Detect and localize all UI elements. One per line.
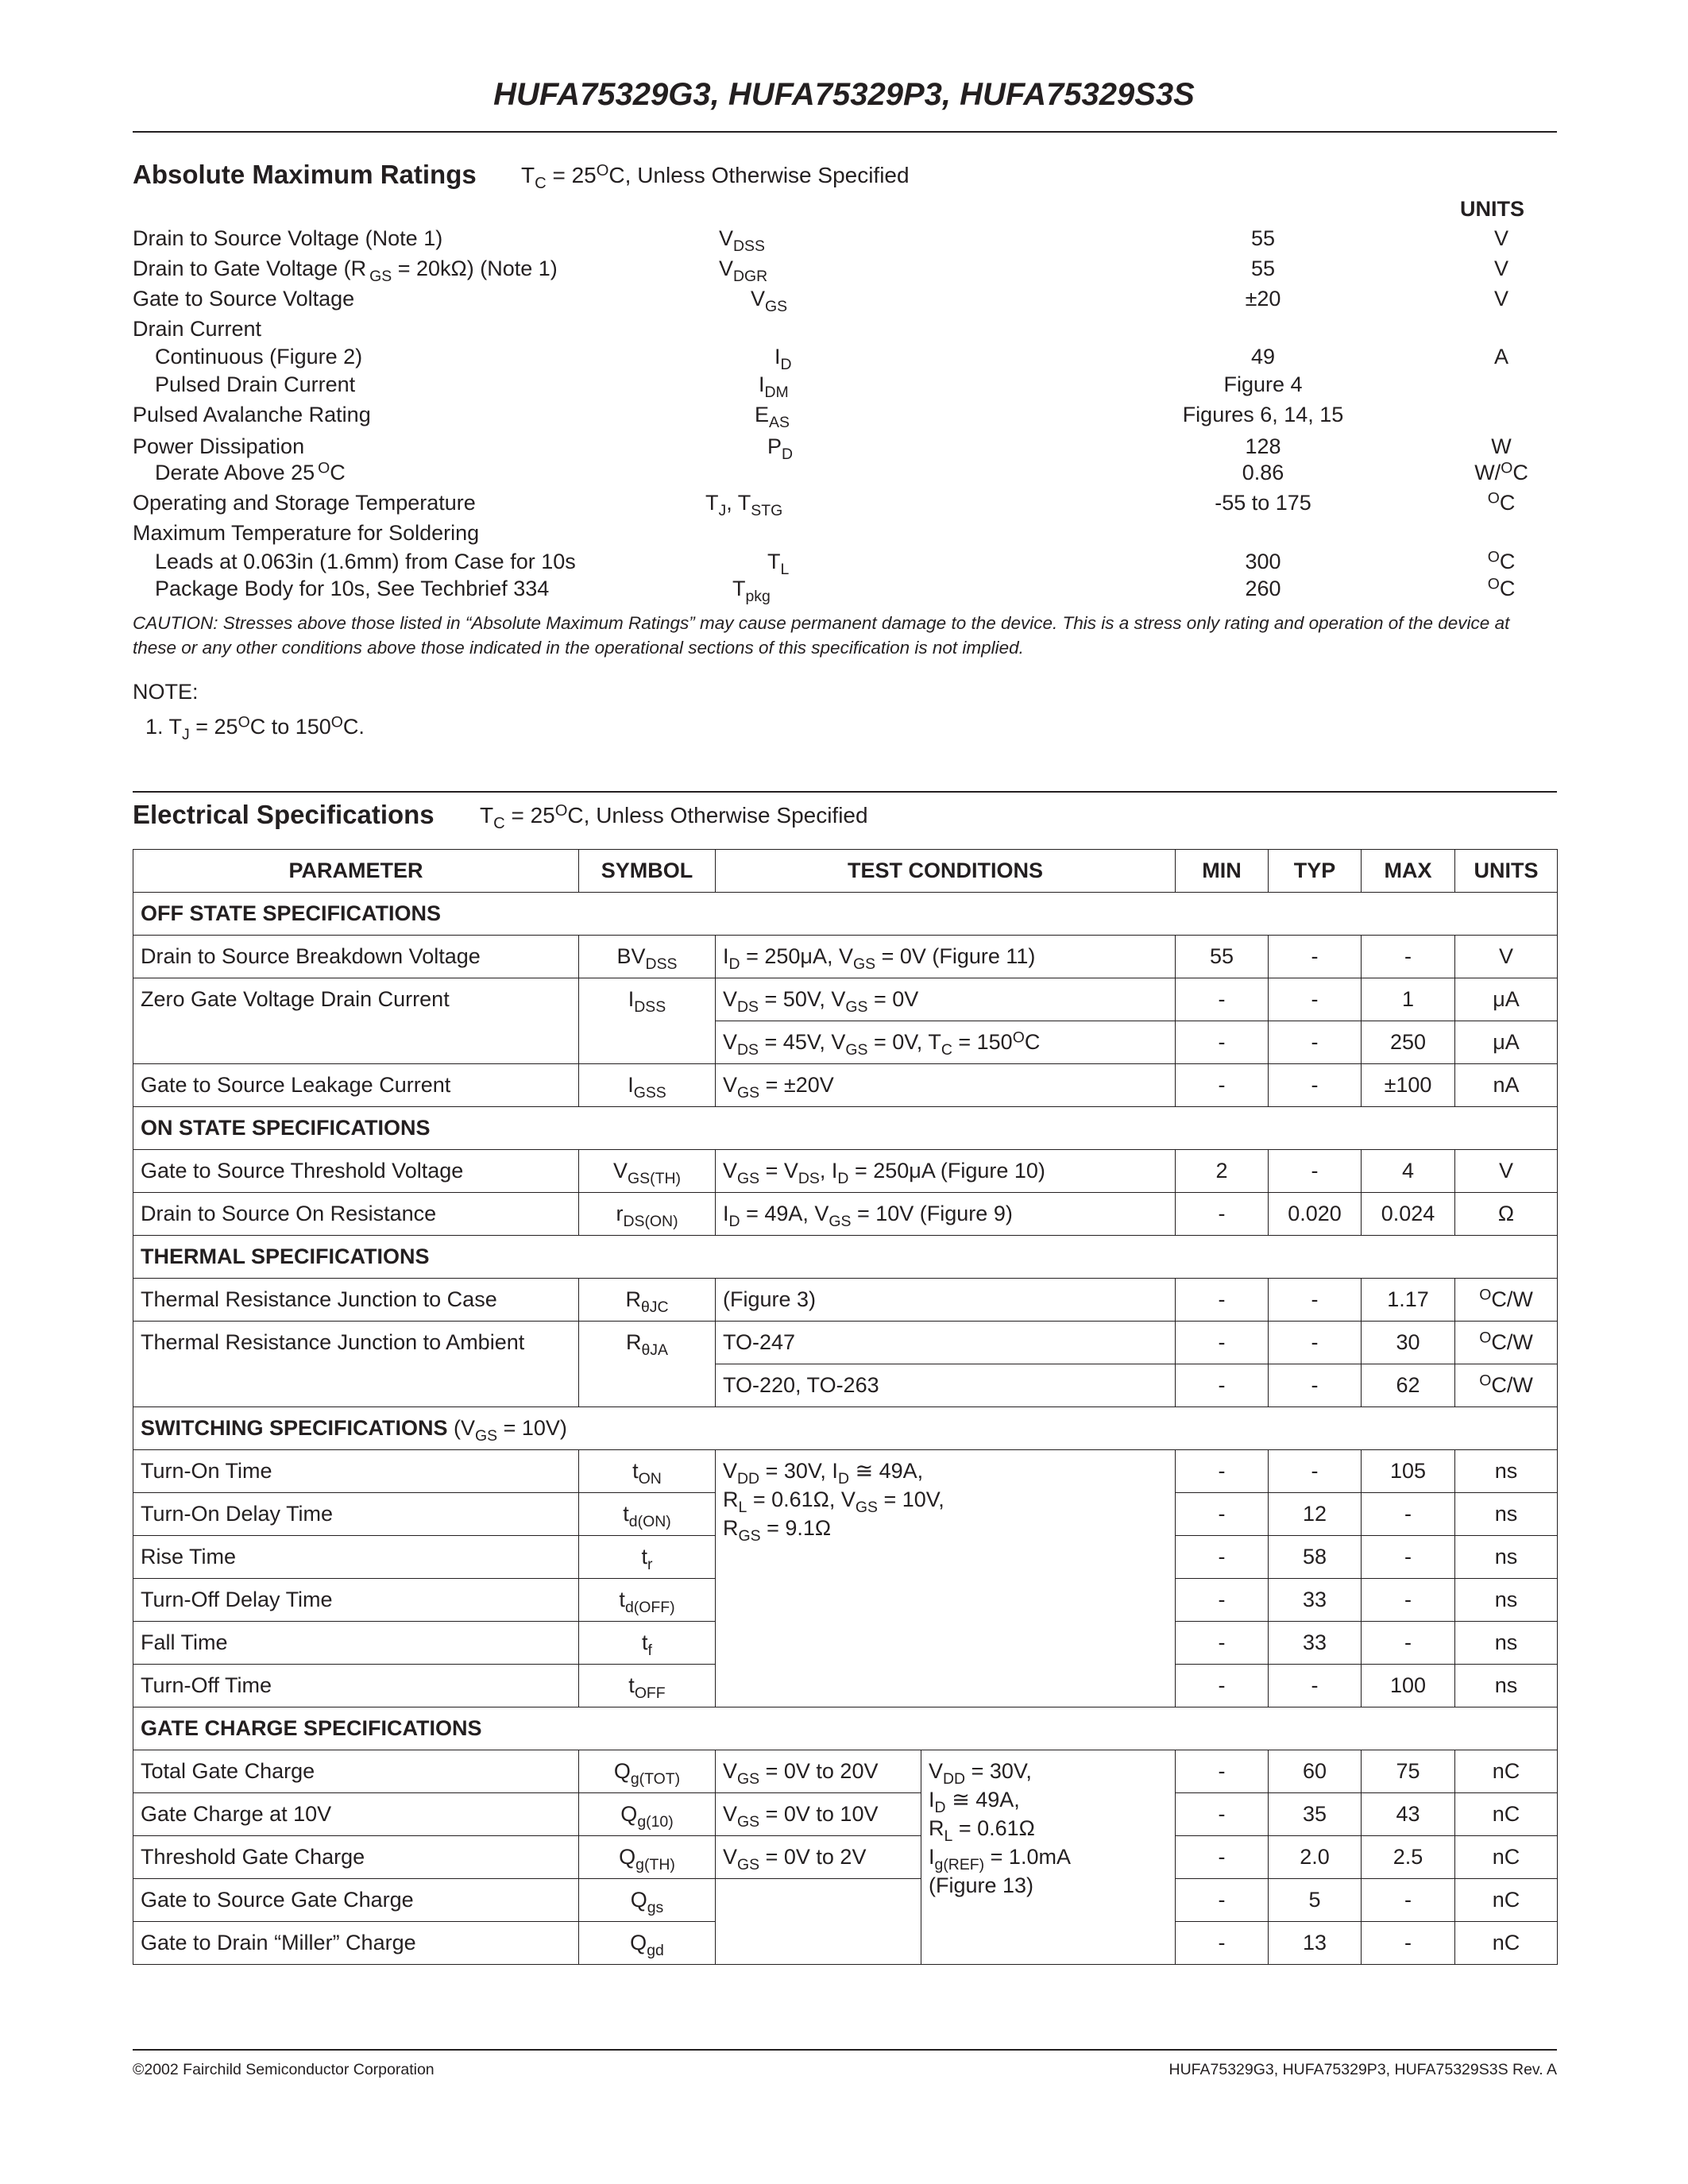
symbol: $I_{DSS}$	[579, 978, 716, 1064]
param: Rise Time	[133, 1536, 579, 1579]
min: -	[1176, 1622, 1269, 1665]
pd-symbol: $P_D$	[767, 434, 794, 463]
unit: ns	[1455, 1536, 1558, 1579]
elec-condition: $T_C = 25^OC$, Unless Otherwise Specified	[480, 801, 868, 833]
max-temp-label: Maximum Temperature for Soldering	[133, 521, 480, 545]
tpkg-value: 260	[1245, 577, 1281, 600]
vgs-value: ±20	[1245, 287, 1281, 311]
switching-test-conditions: $V_{DD} = 30V$, $I_D$ ≅ 49A, $R_L = 0.61\Omega$, $V_{GS} = 10V$, $R_{GS} = 9.1\Omega$	[716, 1450, 1176, 1707]
symbol: $t_f$	[579, 1622, 716, 1665]
tpkg-unit: $^O$C	[1487, 575, 1516, 600]
page-title: HUFA75329G3, HUFA75329P3, HUFA75329S3S	[493, 77, 1195, 112]
electrical-spec-table	[133, 849, 1558, 1965]
table-header-row	[133, 850, 1558, 893]
table-row	[133, 1064, 1558, 1107]
typ: -	[1269, 936, 1362, 978]
derate-value: 0.86	[1242, 461, 1284, 484]
param: Zero Gate Voltage Drain Current	[133, 978, 579, 1064]
test-condition: TO-247	[716, 1322, 1176, 1364]
max: 43	[1362, 1793, 1455, 1836]
drain-current-label: Drain Current	[133, 317, 262, 341]
section-row	[133, 1107, 1558, 1150]
test-condition: TO-220, TO-263	[716, 1364, 1176, 1407]
tj-value: -55 to 175	[1215, 491, 1311, 515]
param: Turn-Off Delay Time	[133, 1579, 579, 1622]
symbol: $Q_{g(TOT)}$	[579, 1750, 716, 1793]
table-row	[133, 1450, 1558, 1493]
max: 4	[1362, 1150, 1455, 1193]
on-state-section: ON STATE SPECIFICATIONS	[133, 1107, 1558, 1150]
param: Turn-On Time	[133, 1450, 579, 1493]
unit: $^O$C/W	[1455, 1322, 1558, 1364]
test-condition: $V_{GS} = 0V$ to 10V	[716, 1793, 921, 1836]
unit: ns	[1455, 1450, 1558, 1493]
typ: 33	[1269, 1579, 1362, 1622]
max: 0.024	[1362, 1193, 1455, 1236]
gate-charge-test-conditions: $V_{DD} = 30V$, $I_D$ ≅ 49A, $R_L = 0.61\Omega$ $I_{g(REF)} = 1.0mA$ (Figure 13)	[921, 1750, 1176, 1965]
param: Fall Time	[133, 1622, 579, 1665]
test-condition: $V_{GS} = \pm 20V$	[716, 1064, 1176, 1107]
max: -	[1362, 936, 1455, 978]
vdgr-value: 55	[1250, 257, 1276, 280]
section-row	[133, 1407, 1558, 1450]
max: 1.17	[1362, 1279, 1455, 1322]
min: -	[1176, 1750, 1269, 1793]
min: -	[1176, 1450, 1269, 1493]
col-max: MAX	[1362, 850, 1455, 893]
min: 55	[1176, 936, 1269, 978]
typ: 13	[1269, 1922, 1362, 1965]
section-row	[133, 1236, 1558, 1279]
unit: ns	[1455, 1665, 1558, 1707]
unit: $^O$C/W	[1455, 1279, 1558, 1322]
typ: -	[1269, 1322, 1362, 1364]
tl-value: 300	[1245, 550, 1281, 573]
section-row	[133, 893, 1558, 936]
min: -	[1176, 1021, 1269, 1064]
unit: ns	[1455, 1493, 1558, 1536]
symbol: $I_{GSS}$	[579, 1064, 716, 1107]
symbol: $Q_{g(TH)}$	[579, 1836, 716, 1879]
unit: nC	[1455, 1793, 1558, 1836]
test-condition: $V_{GS} = 0V$ to 20V	[716, 1750, 921, 1793]
table-row	[133, 1322, 1558, 1364]
col-test-conditions: TEST CONDITIONS	[716, 850, 1176, 893]
tl-unit: $^O$C	[1487, 548, 1516, 573]
test-condition: $V_{GS} = V_{DS}$, $I_D = 250\mu A$ (Figure 10)	[716, 1150, 1176, 1193]
min: -	[1176, 978, 1269, 1021]
footer-copyright: ©2002 Fairchild Semiconductor Corporation	[133, 2061, 435, 2078]
param: Gate to Source Gate Charge	[133, 1879, 579, 1922]
max: 62	[1362, 1364, 1455, 1407]
unit: $^O$C/W	[1455, 1364, 1558, 1407]
max: 100	[1362, 1665, 1455, 1707]
test-condition: $V_{DS} = 45V$, $V_{GS} = 0V$, $T_C = 150^OC$	[716, 1021, 1176, 1064]
symbol: $t_{OFF}$	[579, 1665, 716, 1707]
col-typ: TYP	[1269, 850, 1362, 893]
param: Gate Charge at 10V	[133, 1793, 579, 1836]
unit: V	[1455, 936, 1558, 978]
min: -	[1176, 1279, 1269, 1322]
max: 105	[1362, 1450, 1455, 1493]
min: -	[1176, 1836, 1269, 1879]
test-condition: (Figure 3)	[716, 1279, 1176, 1322]
pd-value: 128	[1245, 434, 1281, 458]
typ: -	[1269, 978, 1362, 1021]
max: -	[1362, 1879, 1455, 1922]
typ: 33	[1269, 1622, 1362, 1665]
idm-value: Figure 4	[1223, 372, 1303, 396]
symbol: $t_r$	[579, 1536, 716, 1579]
typ: -	[1269, 1450, 1362, 1493]
id-symbol: $I_D$	[774, 345, 792, 373]
section-row	[133, 1707, 1558, 1750]
max: ±100	[1362, 1064, 1455, 1107]
max: 75	[1362, 1750, 1455, 1793]
table-row	[133, 1150, 1558, 1193]
vdgr-symbol: $V_{DGR}$	[719, 257, 768, 285]
unit: ns	[1455, 1579, 1558, 1622]
min: -	[1176, 1879, 1269, 1922]
eas-symbol: $E_{AS}$	[755, 403, 790, 431]
unit: nC	[1455, 1879, 1558, 1922]
test-condition-empty	[716, 1879, 921, 1965]
unit: Ω	[1455, 1193, 1558, 1236]
vdss-symbol: $V_{DSS}$	[719, 226, 765, 255]
footer-part-revision: HUFA75329G3, HUFA75329P3, HUFA75329S3S Rev. A	[1168, 2061, 1557, 2078]
min: -	[1176, 1493, 1269, 1536]
param: Turn-On Delay Time	[133, 1493, 579, 1536]
caution-text: CAUTION: Stresses above those listed in “Absolute Maximum Ratings” may cause permanent damage to the device. This is a stress only rating and operation of the device at these or any other conditions above those indicated in the operational sections of this specification is not implied.	[133, 613, 1510, 658]
table-row	[133, 1193, 1558, 1236]
table-row	[133, 1750, 1558, 1793]
param: Drain to Source Breakdown Voltage	[133, 936, 579, 978]
unit: nC	[1455, 1750, 1558, 1793]
vdss-value: 55	[1250, 226, 1276, 250]
table-row	[133, 1836, 1558, 1879]
tj-symbol: $T_J$, $T_{STG}$	[705, 491, 783, 519]
unit: nC	[1455, 1922, 1558, 1965]
typ: 2.0	[1269, 1836, 1362, 1879]
symbol: $t_{ON}$	[579, 1450, 716, 1493]
typ: -	[1269, 1064, 1362, 1107]
col-symbol: SYMBOL	[579, 850, 716, 893]
typ: -	[1269, 1364, 1362, 1407]
min: -	[1176, 1536, 1269, 1579]
col-min: MIN	[1176, 850, 1269, 893]
max: 2.5	[1362, 1836, 1455, 1879]
eas-value: Figures 6, 14, 15	[1182, 403, 1344, 426]
typ: -	[1269, 1150, 1362, 1193]
id-value: 49	[1250, 345, 1276, 369]
max: 30	[1362, 1322, 1455, 1364]
min: -	[1176, 1193, 1269, 1236]
min: -	[1176, 1579, 1269, 1622]
typ: -	[1269, 1665, 1362, 1707]
param: Total Gate Charge	[133, 1750, 579, 1793]
symbol: $r_{DS(ON)}$	[579, 1193, 716, 1236]
symbol: $BV_{DSS}$	[579, 936, 716, 978]
table-row	[133, 1793, 1558, 1836]
vdss-unit: V	[1493, 226, 1508, 250]
min: -	[1176, 1064, 1269, 1107]
note-title: NOTE:	[133, 680, 199, 704]
vgs-unit: V	[1493, 287, 1508, 311]
datasheet-page: HUFA75329G3, HUFA75329P3, HUFA75329S3S Absolute Maximum Ratings $T_C = 25^OC$, Unless Otherwise Specified UNITS Drain to Source Voltage (Note 1) . . . $V_{DSS}$ 55 V Drain to Gate Voltage (R $_{GS}$ = 20kΩ) (Note 1) . . . $V_{DGR}$ 55 V Gate to Source Voltage . . . $V_{GS}$ ±20 V Drain Current Continuous (Figure 2) . . . $I_D$ 49 A Pulsed Drain Current . . . $I_{DM}$ Figure 4 Pulsed Avalanche Rating . . . $E_{AS}$ Figures 6, 14, 15 Power Dissipation . . . $P_D$ 128 W Derate Above 25 $^O$C . . . 0.86 W/$^O$C Operating and Storage Temperature . . . $T_J$, $T_{STG}$ -55 to 175 $^O$C Maximum Temperature for Soldering Leads at 0.063in (1.6mm) from Case for 10s . . . $T_L$ 300 $^O$C Package Body for 10s, See Techbrief 334 . . . $T_{pkg}$ 260 $^O$C CAUTION: Stresses above those listed in “Absolute Maximum Ratings” may cause permanent damage to the device. This is a stress only rating and operation of the device at these or any other conditions above those indicated in the operational sections of this specification is not implied. NOTE: 1. $T_J = 25^OC$ to $150^OC$. Electrical Specifications $T_C = 25^OC$, Unless Otherwise Specified PARAMETER SYMBOL TEST CONDITIONS MIN TYP MAX UNITS OFF STATE SPECIFICATIONS Drain to Source Breakdown Voltage $BV_{DSS}$ $I_D = 250\mu A$, $V_{GS} = 0V$ (Figure 11) 55 - - V Zero Gate Voltage Drain Current $I_{DSS}$ $V_{DS} = 50V$, $V_{GS} = 0V$ - - 1 μA $V_{DS} = 45V$, $V_{GS} = 0V$, $T_C = 150^OC$ - - 250 μA Gate to Source Leakage Current $I_{GSS}$ $V_{GS} = \pm 20V$ - - ±100 nA ON STATE SPECIFICATIONS Gate to Source Threshold Voltage $V_{GS(TH)}$ $V_{GS} = V_{DS}$, $I_D = 250\mu A$ (Figure 10) 2 - 4 V Drain to Source On Resistance $r_{DS(ON)}$ $I_D = 49A$, $V_{GS} = 10V$ (Figure 9) - 0.020 0.024 Ω THERMAL SPECIFICATIONS Thermal Resistance Junction to Case $R_{\theta JC}$ (Figure 3) - - 1.17 $^O$C/W Thermal Resistance Junction to Ambient $R_{\theta JA}$ TO-247 - - 30 $^O$C/W TO-220, TO-263 - - 62 $^O$C/W SWITCHING SPECIFICATIONS $(V_{GS} = 10V)$ Turn-On Time $t_{ON}$ $V_{DD} = 30V$, $I_D$ ≅ 49A, $R_L = 0.61\Omega$, $V_{GS} = 10V$, $R_{GS} = 9.1\Omega$ - - 105 ns Turn-On Delay Time $t_{d(ON)}$ - 12 - ns Rise Time $t_r$ - 58 - ns Turn-Off Delay Time $t_{d(OFF)}$ - 33 - ns Fall Time $t_f$ - 33 - ns Turn-Off Time $t_{OFF}$ - - 100 ns GATE CHARGE SPECIFICATIONS Total Gate Charge $Q_{g(TOT)}$ $V_{GS} = 0V$ to 20V $V_{DD} = 30V$, $I_D$ ≅ 49A, $R_L = 0.61\Omega$ $I_{g(REF)} = 1.0mA$ (Figure 13) - 60 75 nC Gate Charge at 10V $Q_{g(10)}$ $V_{GS} = 0V$ to 10V - 35 43 nC Threshold Gate Charge $Q_{g(TH)}$ $V_{GS} = 0V$ to 2V - 2.0 2.5 nC Gate to Source Gate Charge $Q_{gs}$ - 5 - nC Gate to Drain “Miller” Charge $Q_{gd}$ - 13 - nC ©2002 Fairchild Semiconductor Corporation HUFA75329G3, HUFA75329P3, HUFA75329S3S Rev. A	[0, 0, 1688, 2184]
unit: nA	[1455, 1064, 1558, 1107]
min: -	[1176, 1665, 1269, 1707]
header-rule	[133, 131, 1557, 133]
max: -	[1362, 1579, 1455, 1622]
typ: -	[1269, 1279, 1362, 1322]
pd-unit: W	[1491, 434, 1512, 458]
min: -	[1176, 1793, 1269, 1836]
table-row	[133, 936, 1558, 978]
typ: 0.020	[1269, 1193, 1362, 1236]
min: -	[1176, 1364, 1269, 1407]
symbol: $R_{\theta JA}$	[579, 1322, 716, 1407]
unit: μA	[1455, 1021, 1558, 1064]
param: Gate to Drain “Miller” Charge	[133, 1922, 579, 1965]
idm-symbol: $I_{DM}$	[759, 372, 789, 401]
note-1: 1. $T_J = 25^OC$ to $150^OC$.	[145, 713, 365, 743]
test-condition: $V_{GS} = 0V$ to 2V	[716, 1836, 921, 1879]
tl-symbol: $T_L$	[767, 550, 790, 578]
param: Drain to Source On Resistance	[133, 1193, 579, 1236]
gate-charge-section: GATE CHARGE SPECIFICATIONS	[133, 1707, 1558, 1750]
unit: μA	[1455, 978, 1558, 1021]
param: Gate to Source Leakage Current	[133, 1064, 579, 1107]
symbol: $t_{d(OFF)}$	[579, 1579, 716, 1622]
table-row	[133, 1879, 1558, 1922]
min: -	[1176, 1322, 1269, 1364]
elec-rule	[133, 791, 1557, 793]
symbol: $Q_{gd}$	[579, 1922, 716, 1965]
max: -	[1362, 1493, 1455, 1536]
table-row	[133, 1279, 1558, 1322]
max: -	[1362, 1622, 1455, 1665]
typ: 5	[1269, 1879, 1362, 1922]
typ: -	[1269, 1021, 1362, 1064]
typ: 58	[1269, 1536, 1362, 1579]
thermal-section: THERMAL SPECIFICATIONS	[133, 1236, 1558, 1279]
derate-unit: W/$^O$C	[1474, 459, 1528, 484]
symbol: $Q_{gs}$	[579, 1879, 716, 1922]
unit: ns	[1455, 1622, 1558, 1665]
param: Gate to Source Threshold Voltage	[133, 1150, 579, 1193]
symbol: $t_{d(ON)}$	[579, 1493, 716, 1536]
table-row	[133, 978, 1558, 1021]
footer-rule	[133, 2049, 1557, 2051]
param: Threshold Gate Charge	[133, 1836, 579, 1879]
max: -	[1362, 1536, 1455, 1579]
typ: 35	[1269, 1793, 1362, 1836]
symbol: $Q_{g(10)}$	[579, 1793, 716, 1836]
tpkg-symbol: $T_{pkg}$	[732, 577, 771, 605]
symbol: $R_{\theta JC}$	[579, 1279, 716, 1322]
param: Turn-Off Time	[133, 1665, 579, 1707]
abs-max-condition: $T_C = 25^OC$, Unless Otherwise Specified	[521, 161, 910, 193]
min: 2	[1176, 1150, 1269, 1193]
off-state-section: OFF STATE SPECIFICATIONS	[133, 893, 1558, 936]
unit: nC	[1455, 1836, 1558, 1879]
units-header: UNITS	[1460, 197, 1524, 221]
vgs-symbol: $V_{GS}$	[751, 287, 788, 315]
vdgr-unit: V	[1493, 257, 1508, 280]
unit: V	[1455, 1150, 1558, 1193]
col-units: UNITS	[1455, 850, 1558, 893]
switching-section: SWITCHING SPECIFICATIONS $(V_{GS} = 10V)$	[133, 1407, 1558, 1450]
tj-unit: $^O$C	[1487, 489, 1516, 515]
elec-heading: Electrical Specifications	[133, 800, 435, 829]
abs-max-heading: Absolute Maximum Ratings	[133, 160, 477, 189]
id-unit: A	[1493, 345, 1508, 369]
param: Thermal Resistance Junction to Ambient	[133, 1322, 579, 1407]
max: 250	[1362, 1021, 1455, 1064]
max: -	[1362, 1922, 1455, 1965]
symbol: $V_{GS(TH)}$	[579, 1150, 716, 1193]
test-condition: $V_{DS} = 50V$, $V_{GS} = 0V$	[716, 978, 1176, 1021]
test-condition: $I_D = 49A$, $V_{GS} = 10V$ (Figure 9)	[716, 1193, 1176, 1236]
min: -	[1176, 1922, 1269, 1965]
max: 1	[1362, 978, 1455, 1021]
typ: 60	[1269, 1750, 1362, 1793]
test-condition: $I_D = 250\mu A$, $V_{GS} = 0V$ (Figure 11)	[716, 936, 1176, 978]
param: Thermal Resistance Junction to Case	[133, 1279, 579, 1322]
typ: 12	[1269, 1493, 1362, 1536]
col-parameter: PARAMETER	[133, 850, 579, 893]
